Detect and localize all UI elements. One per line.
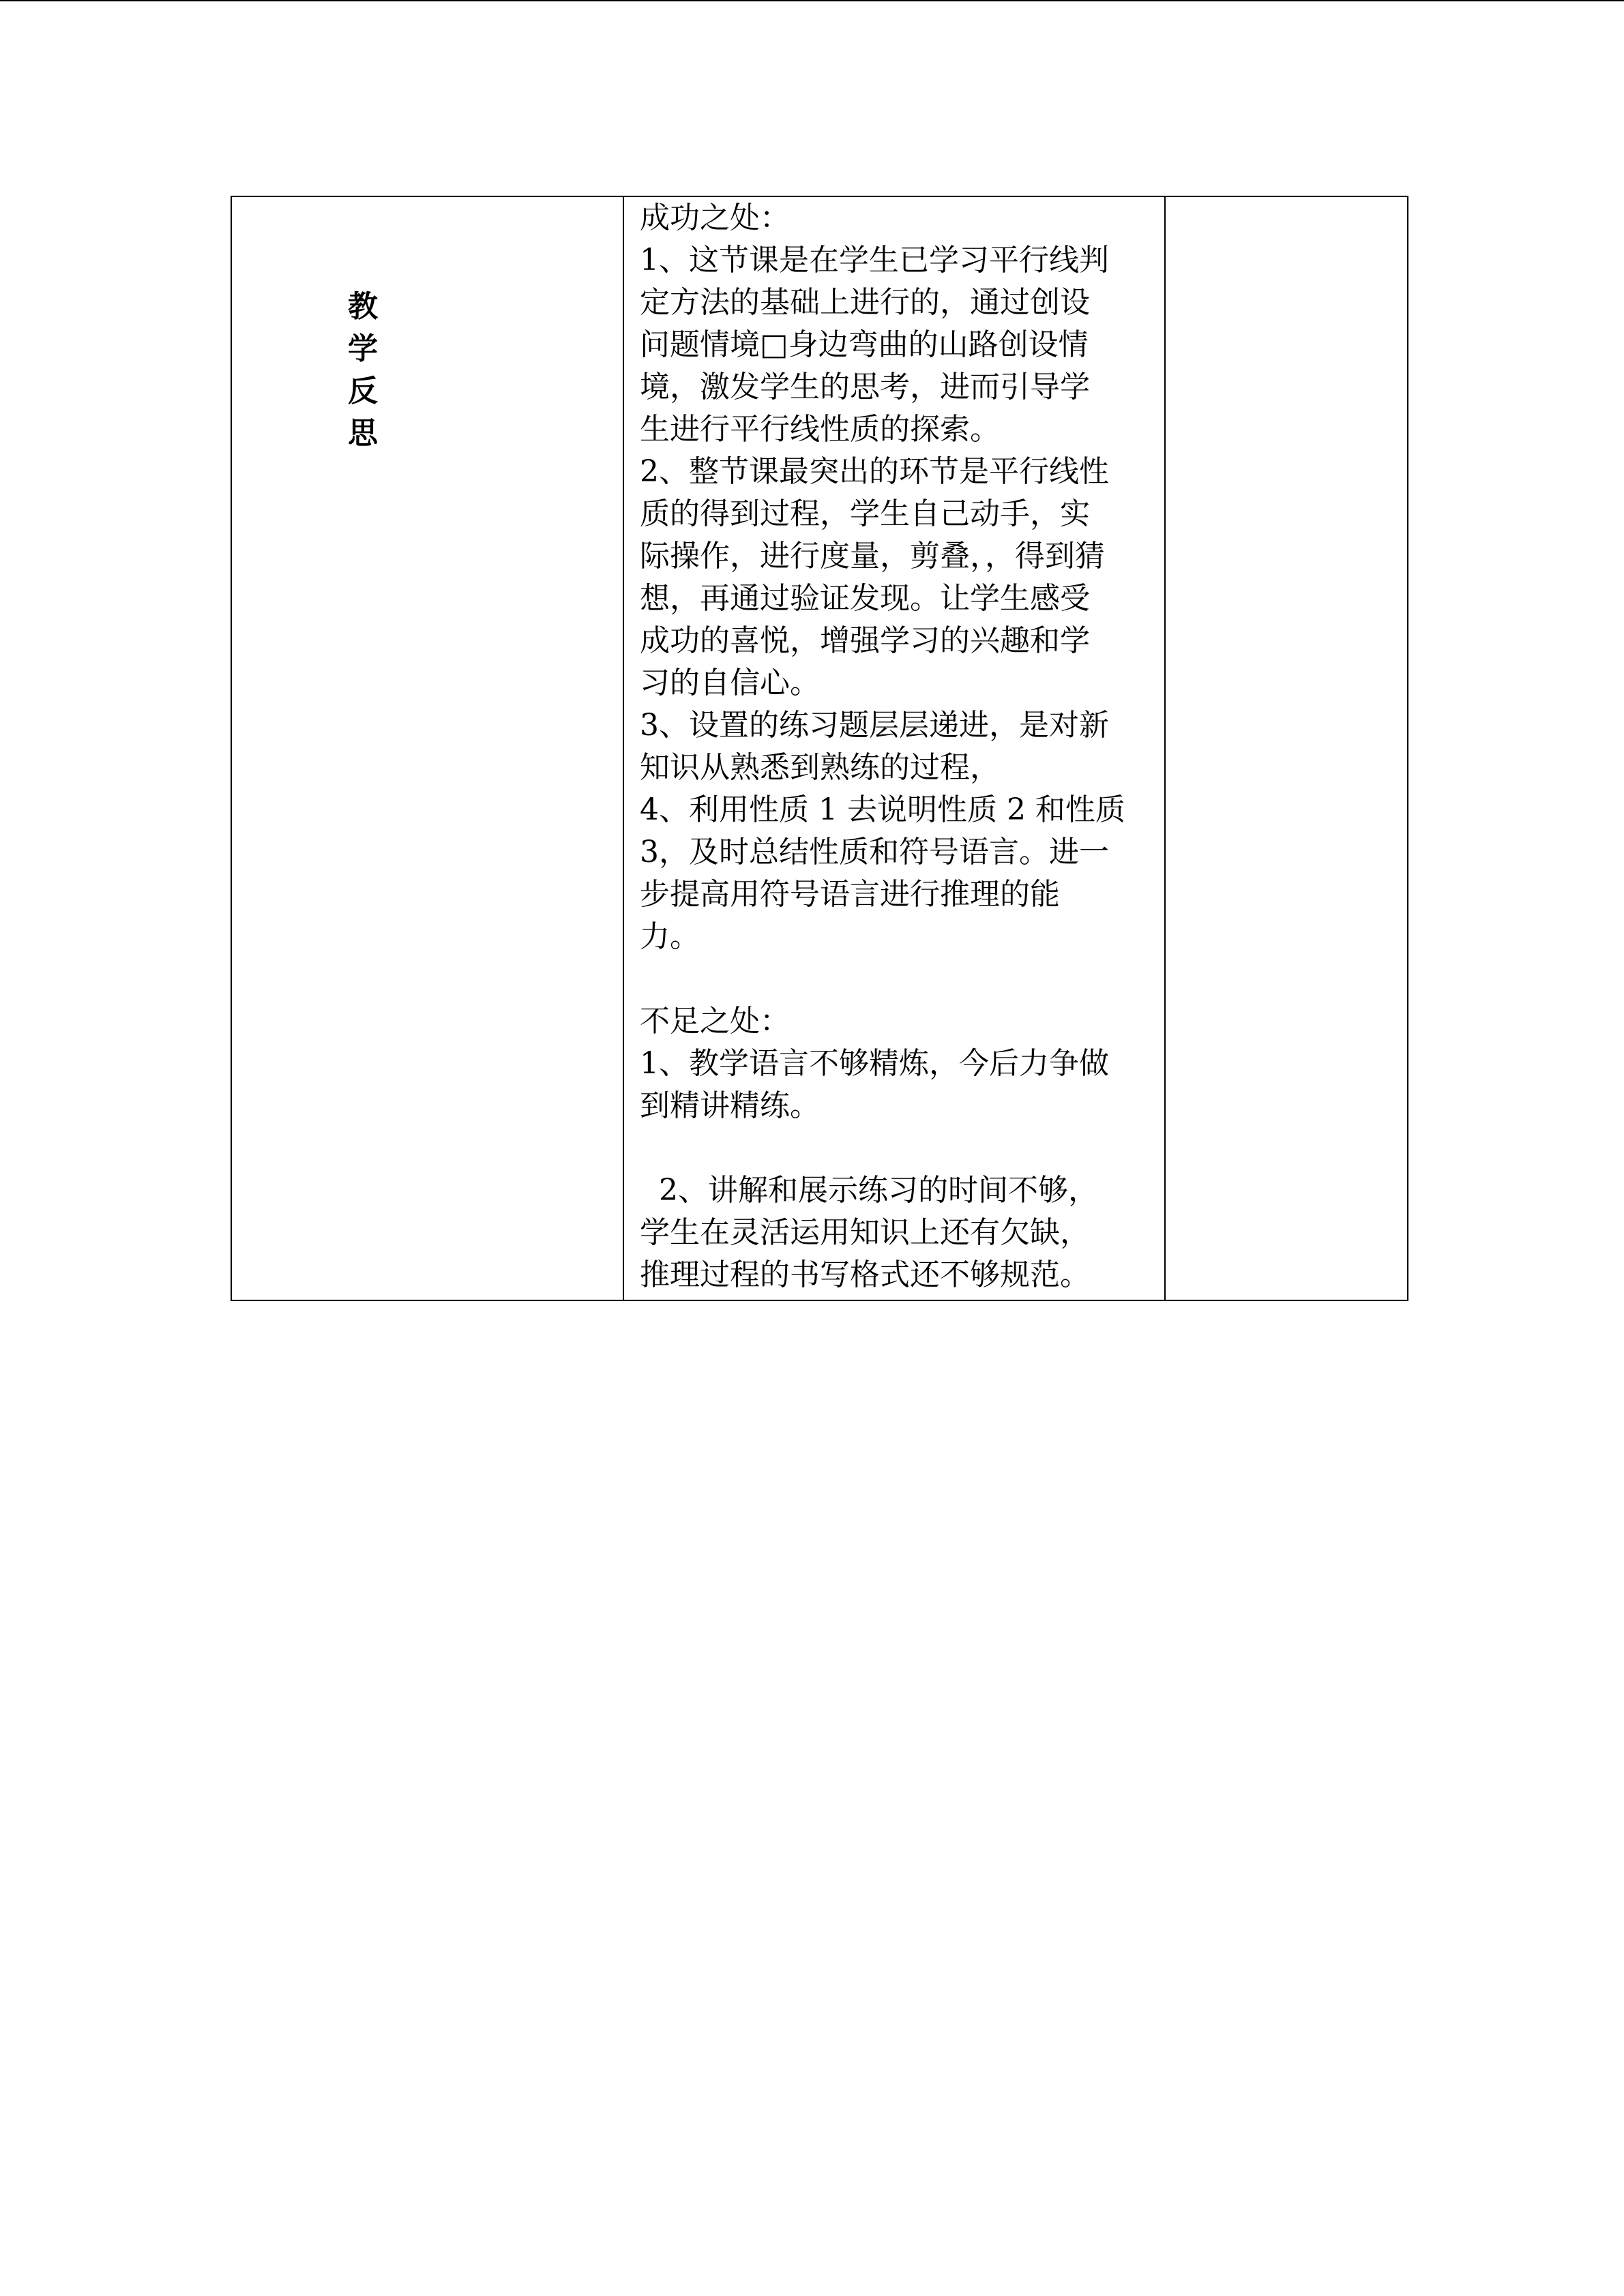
section-label-char: 教 [348, 289, 378, 324]
empty-notes-cell [1165, 196, 1408, 1300]
success-line: 知识从熟悉到熟练的过程， [640, 750, 1000, 785]
success-line: 2、整节课最突出的环节是平行线性 [640, 454, 1109, 489]
shortcoming-line: 1、教学语言不够精炼，今后力争做 [640, 1046, 1109, 1081]
success-line: 定方法的基础上进行的，通过创设 [640, 285, 1090, 320]
shortcoming-line: 2、讲解和展示练习的时间不够， [640, 1173, 1098, 1208]
success-line: 步提高用符号语言进行推理的能 [640, 877, 1060, 912]
shortcoming-line: 到精讲精练。 [640, 1088, 820, 1123]
shortcoming-line: 学生在灵活运用知识上还有欠缺， [640, 1215, 1090, 1250]
blank-line [640, 958, 1151, 1000]
section-label-char: 思 [348, 416, 378, 451]
page-top-rule [0, 0, 1624, 1]
shortcomings-heading: 不足之处： [640, 1004, 790, 1039]
success-line: 力。 [640, 919, 700, 954]
success-line: 问题情境□身边弯曲的山路创设情 [640, 327, 1089, 362]
reflection-content-cell [623, 196, 1165, 1300]
success-line: 习的自信心。 [640, 666, 820, 700]
success-line: 1、这节课是在学生已学习平行线判 [640, 243, 1109, 278]
teaching-reflection-table [231, 196, 1408, 1301]
success-line: 想，再通过验证发现。让学生感受 [640, 581, 1090, 616]
table-row [231, 196, 1408, 1300]
success-line: 成功的喜悦，增强学习的兴趣和学 [640, 623, 1090, 658]
section-label [342, 286, 383, 455]
section-label-char: 学 [348, 331, 378, 366]
success-line: 境，激发学生的思考，进而引导学 [640, 370, 1090, 404]
success-line: 3、设置的练习题层层递进，是对新 [640, 708, 1109, 743]
success-line: 3，及时总结性质和符号语言。进一 [640, 835, 1109, 869]
blank-line [640, 1127, 1151, 1169]
success-line: 际操作，进行度量，剪叠，，得到猜 [640, 539, 1105, 573]
success-line: 生进行平行线性质的探索。 [640, 412, 1000, 447]
shortcoming-line: 推理过程的书写格式还不够规范。 [640, 1257, 1090, 1292]
reflection-content [624, 197, 1164, 1296]
success-heading: 成功之处： [640, 200, 790, 235]
section-label-char: 反 [348, 374, 378, 408]
success-line: 4、利用性质 1 去说明性质 2 和性质 [640, 792, 1125, 827]
success-line: 质的得到过程，学生自己动手，实 [640, 496, 1090, 531]
section-label-cell [231, 196, 623, 1300]
